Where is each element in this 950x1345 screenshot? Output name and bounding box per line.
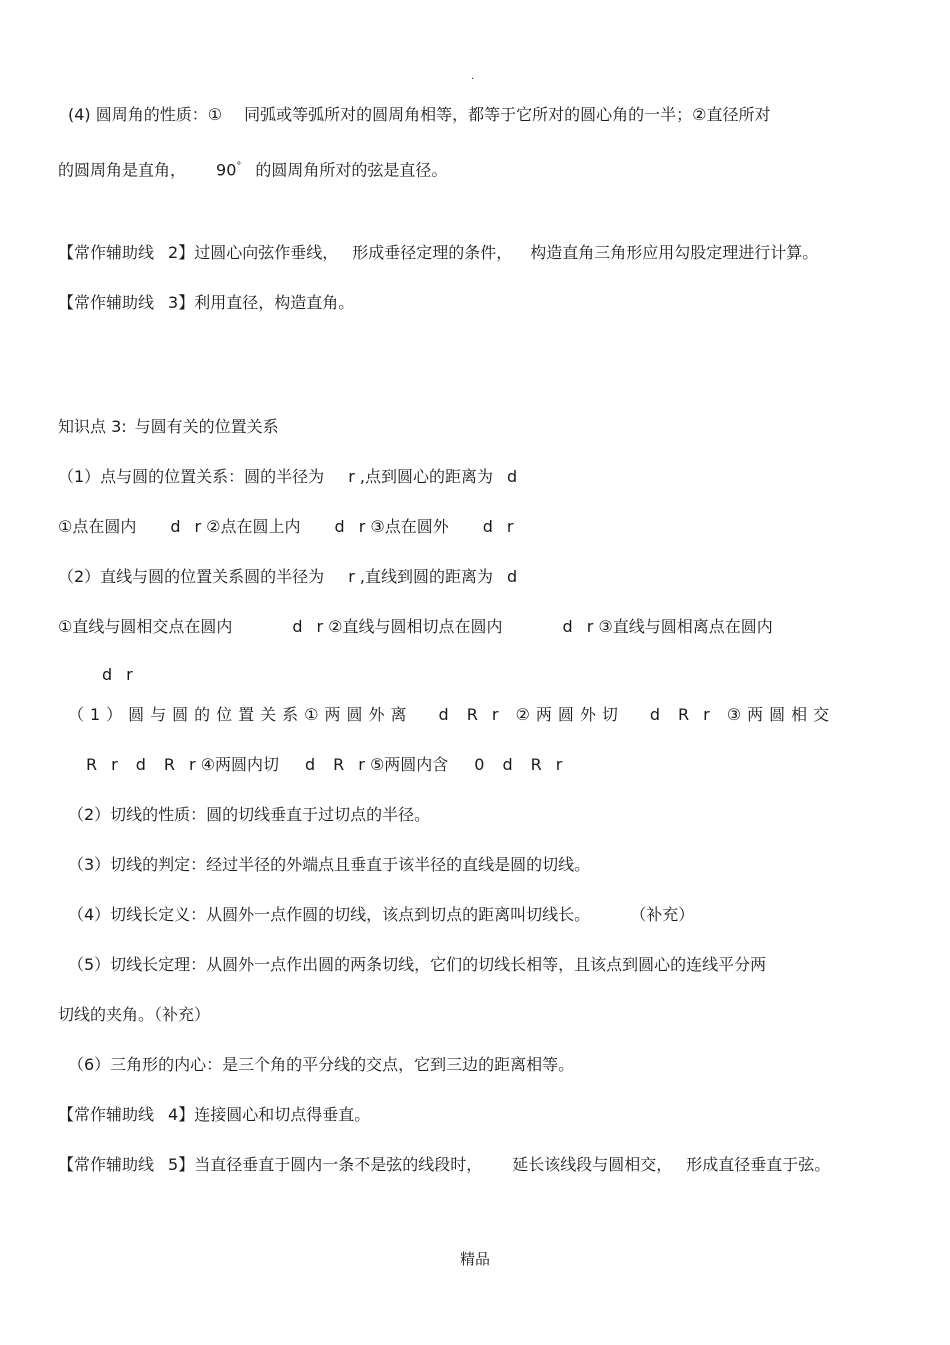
knowledge-point-3-title (58, 416, 279, 438)
text: （补充） (630, 905, 695, 924)
incenter: （6）三角形的内心：是三个角的平分线的交点，它到三边的距离相等。 (68, 1055, 575, 1074)
text: r ②点在圆上内 (194, 517, 301, 536)
text: 【常作辅助线 (58, 1155, 155, 1174)
tangent-criterion: （3）切线的判定：经过半径的外端点且垂直于该半径的直线是圆的切线。 (68, 855, 591, 874)
text: （2）直线与圆的位置关系圆的半径为 (58, 567, 325, 586)
footer: 精品 (459, 1250, 490, 1268)
text: （4）切线长定义：从圆外一点作圆的切线，该点到切点的距离叫切线长。 (68, 905, 591, 924)
aux-line-2 (58, 242, 818, 264)
text: R (163, 755, 175, 774)
text: 形成垂径定理的条件， (352, 243, 513, 262)
text: R (86, 755, 98, 774)
text: 2】过圆心向弦作垂线， (168, 243, 339, 262)
aux-line-5 (58, 1154, 830, 1176)
degree-sign: ° (236, 161, 242, 172)
text: 构造直角三角形应用勾股定理进行计算。 (530, 243, 819, 262)
text: 3】利用直径，构造直角。 (168, 293, 355, 312)
tangent-length-definition (68, 904, 694, 926)
text: d (170, 517, 181, 536)
line-circle-relation (58, 566, 517, 588)
aux-line-3 (58, 292, 354, 314)
text: r (126, 665, 133, 684)
text: r (555, 755, 563, 774)
text: R (333, 755, 345, 774)
text: r ,点到圆心的距离为 (348, 467, 493, 486)
text: R (530, 755, 542, 774)
text: d (506, 467, 518, 486)
tangent-property: （2）切线的性质：圆的切线垂直于过切点的半径。 (68, 805, 431, 824)
text: r (111, 755, 118, 774)
text: r ③点在圆外 (358, 517, 449, 536)
property-4-line-1 (68, 104, 770, 126)
text: （1）圆与圆的位置关系①两圆外离 (68, 705, 413, 724)
text: r ⑤两圆内含 (358, 755, 449, 774)
point-circle-cases (58, 516, 513, 538)
text: d (506, 567, 518, 586)
text: d (502, 755, 513, 774)
text: d (334, 517, 345, 536)
circle-circle-relation-cont (86, 754, 562, 776)
text: 的圆周角是直角， (58, 160, 187, 180)
text: 5】当直径垂直于圆内一条不是弦的线段时， (168, 1155, 483, 1174)
tangent-length-theorem-cont: 切线的夹角。（补充） (58, 1005, 211, 1024)
text: r (506, 517, 514, 536)
text: d (292, 617, 303, 636)
text: R (466, 705, 478, 724)
text: ①直线与圆相交点在圆内 (58, 617, 233, 636)
text: r ②直线与圆相切点在圆内 (316, 617, 503, 636)
text: r ②两圆外切 (491, 705, 624, 724)
text: d (649, 705, 660, 724)
text: d (135, 755, 146, 774)
property-4-line-2 (58, 156, 447, 181)
circle-circle-relation (68, 704, 835, 726)
header-mark: · (471, 74, 475, 85)
text: d (438, 705, 449, 724)
text: r ④两圆内切 (188, 755, 279, 774)
text: 知识点 3: (58, 417, 127, 436)
text: r ,直线到圆的距离为 (348, 567, 493, 586)
text: 【常作辅助线 (58, 293, 155, 312)
line-circle-cases-cont (102, 664, 133, 686)
text: d (305, 755, 316, 774)
text: 与圆有关的位置关系 (134, 417, 279, 436)
aux-line-4 (58, 1104, 370, 1126)
text: R (677, 705, 690, 724)
text: ①点在圆内 (58, 517, 137, 536)
tangent-length-theorem: （5）切线长定理：从圆外一点作出圆的两条切线，它们的切线长相等，且该点到圆心的连线平分两 (68, 955, 767, 974)
text: 延长该线段与圆相交， (512, 1155, 673, 1174)
text: 同弧或等弧所对的圆周角相等，都等于它所对的圆心角的一半；②直径所对 (244, 105, 771, 124)
text: 形成直径垂直于弦。 (686, 1155, 831, 1174)
text: 0 (474, 755, 485, 774)
text: r ③直线与圆相离点在圆内 (586, 617, 773, 636)
text: r ③两圆相交 (703, 705, 836, 724)
text: 90 (216, 160, 237, 180)
text: （1）点与圆的位置关系：圆的半径为 (58, 467, 325, 486)
text: 【常作辅助线 (58, 243, 155, 262)
text: d (482, 517, 493, 536)
text: (4) 圆周角的性质：① (68, 105, 223, 124)
text: 4】连接圆心和切点得垂直。 (168, 1105, 371, 1124)
text: d (562, 617, 573, 636)
line-circle-cases (58, 616, 773, 638)
text: d (102, 665, 113, 684)
point-circle-relation (58, 466, 517, 488)
text: 的圆周角所对的弦是直径。 (255, 160, 448, 180)
text: 【常作辅助线 (58, 1105, 155, 1124)
